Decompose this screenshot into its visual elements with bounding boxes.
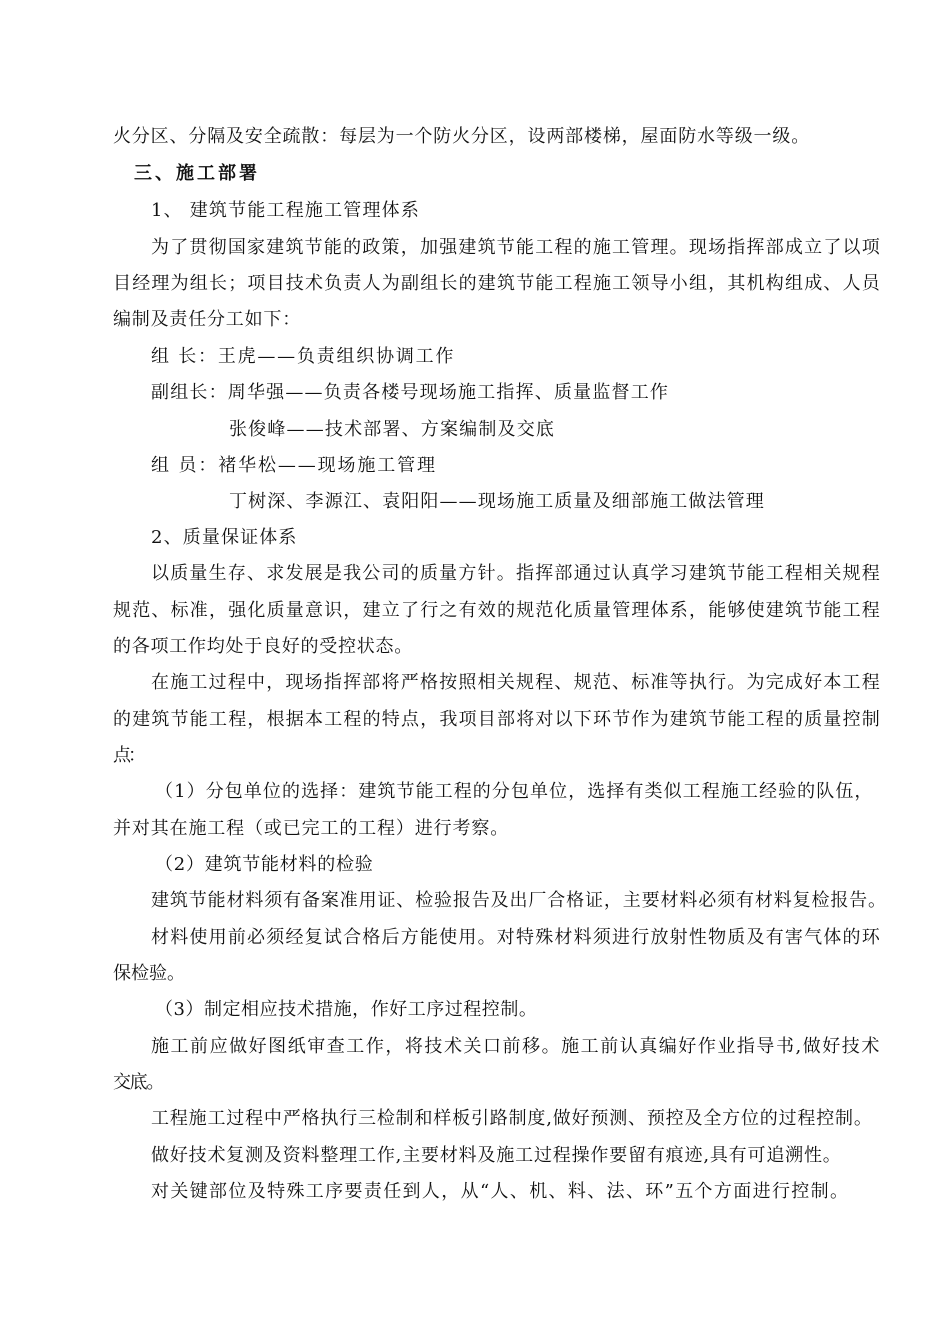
paragraph-line: （1）分包单位的选择：建筑节能工程的分包单位，选择有类似工程施工经验的队伍， [155, 781, 874, 802]
paragraph-line: 工程施工过程中严格执行三检制和样板引路制度,做好预测、预控及全方位的过程控制。 [151, 1108, 873, 1129]
paragraph-line: 目经理为组长；项目技术负责人为副组长的建筑节能工程施工领导小组，其机构组成、人员 [113, 273, 881, 294]
section-heading: 三、施工部署 [134, 163, 260, 184]
paragraph-line: 规范、标准，强化质量意识，建立了行之有效的规范化质量管理体系，能够使建筑节能工程 [113, 600, 881, 621]
org-line: 副组长：周华强——负责各楼号现场施工指挥、质量监督工作 [151, 382, 670, 403]
paragraph-line: 编制及责任分工如下： [113, 309, 301, 330]
paragraph-line: 火分区、分隔及安全疏散：每层为一个防火分区，设两部楼梯，屋面防水等级一级。 [113, 126, 811, 147]
paragraph-line: 的各项工作均处于良好的受控状态。 [113, 636, 413, 657]
org-line: 组 员：褚华松——现场施工管理 [151, 455, 437, 476]
paragraph-line: 保检验。 [113, 963, 185, 984]
paragraph-line: 在施工过程中，现场指挥部将严格按照相关规程、规范、标准等执行。为完成好本工程 [151, 672, 881, 693]
org-line: 张俊峰——技术部署、方案编制及交底 [229, 419, 556, 440]
paragraph-line: 交底。 [113, 1072, 164, 1093]
paragraph-line: 并对其在施工程（或已完工的工程）进行考察。 [113, 818, 510, 839]
paragraph-line: 为了贯彻国家建筑节能的政策，加强建筑节能工程的施工管理。现场指挥部成立了以项 [151, 237, 881, 258]
org-line: 组 长：王虎——负责组织协调工作 [151, 346, 456, 367]
paragraph-line: 做好技术复测及资料整理工作,主要材料及施工过程操作要留有痕迹,具有可追溯性。 [151, 1145, 842, 1166]
paragraph-line: 建筑节能材料须有备案准用证、检验报告及出厂合格证，主要材料必须有材料复检报告。 [151, 890, 887, 911]
paragraph-line: 的建筑节能工程，根据本工程的特点，我项目部将对以下环节作为建筑节能工程的质量控制 [113, 709, 881, 730]
subsection-heading: 2、质量保证体系 [151, 527, 298, 548]
subsection-heading: （3）制定相应技术措施，作好工序过程控制。 [155, 999, 538, 1020]
paragraph-line: 材料使用前必须经复试合格后方能使用。对特殊材料须进行放射性物质及有害气体的环 [151, 927, 881, 948]
subsection-heading: （2）建筑节能材料的检验 [155, 854, 374, 875]
paragraph-line: 施工前应做好图纸审查工作，将技术关口前移。施工前认真编好作业指导书,做好技术 [151, 1036, 881, 1057]
paragraph-line: 对关键部位及特殊工序要责任到人，从“人、机、料、法、环”五个方面进行控制。 [151, 1181, 850, 1202]
paragraph-line: 以质量生存、求发展是我公司的质量方针。指挥部通过认真学习建筑节能工程相关规程 [151, 563, 881, 584]
paragraph-line: 点： [113, 745, 143, 766]
org-line: 丁树深、李源江、袁阳阳——现场施工质量及细部施工做法管理 [229, 491, 765, 512]
subsection-heading: 1、 建筑节能工程施工管理体系 [151, 200, 421, 221]
